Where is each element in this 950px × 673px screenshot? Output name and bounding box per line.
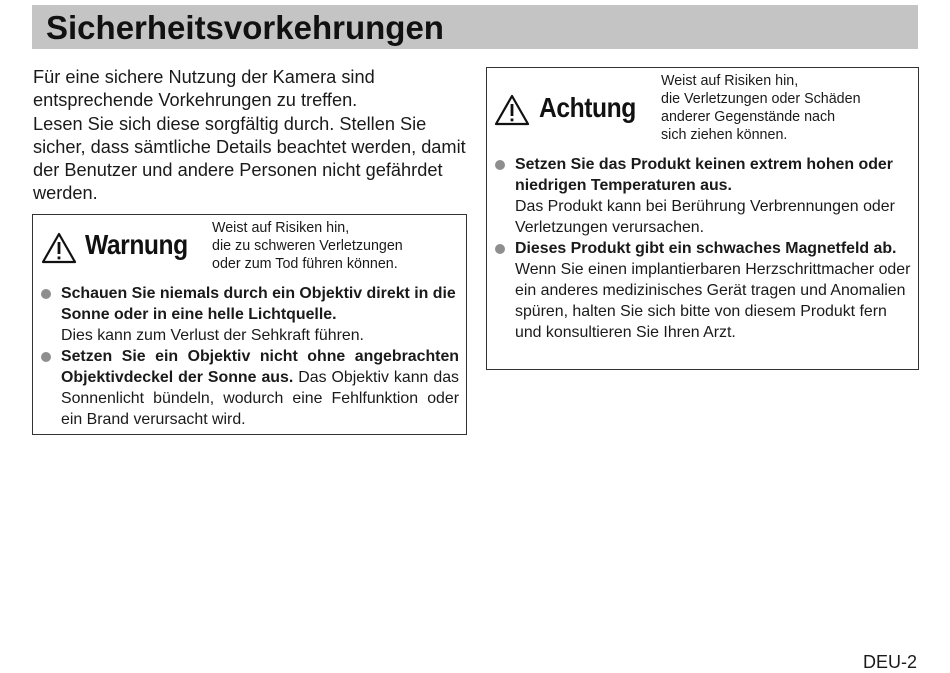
warning-list <box>33 283 459 430</box>
item-bold-text: Setzen Sie das Produkt keinen extrem hohen oder niedrigen Temperaturen aus. <box>515 156 893 194</box>
page-number: DEU-2 <box>862 652 917 672</box>
warning-description <box>212 219 403 273</box>
item-text: Wenn Sie einen implantierbaren Herzschrittmacher oder ein anderes medizinisches Gerät tragen und Anomalien spüren, halten Sie sich bitte von diesem Produkt fern und konsultieren Sie Ihren Arzt. <box>515 261 911 341</box>
list-item <box>487 154 915 238</box>
warning-desc-line: Weist auf Risiken hin, <box>212 220 350 236</box>
page-title: Sicherheitsvorkehrungen <box>46 9 444 46</box>
caution-heading: Achtung <box>539 92 636 123</box>
bullet-icon <box>41 289 51 299</box>
intro-paragraph-1: Für eine sichere Nutzung der Kamera sind entsprechende Vorkehrungen zu treffen. <box>33 67 375 111</box>
item-text: Das Objektiv kann das Sonnenlicht bündeln, wodurch eine Fehlfunktion oder ein Brand verursacht wird. <box>61 369 460 428</box>
list-item <box>33 346 459 430</box>
intro-text <box>33 66 473 206</box>
warning-desc-line: oder zum Tod führen können. <box>212 256 398 272</box>
list-item <box>33 283 459 346</box>
warning-desc-line: die zu schweren Verletzungen <box>212 238 403 254</box>
warning-box <box>32 214 467 435</box>
list-item <box>487 238 915 343</box>
warning-header <box>33 215 466 279</box>
bullet-icon <box>495 160 505 170</box>
item-bold-text: Schauen Sie niemals durch ein Objektiv direkt in die Sonne oder in eine helle Lichtquelle. <box>61 285 456 323</box>
item-bold-text: Setzen Sie ein Objektiv nicht ohne angebrachten Objektivdeckel der Sonne aus. <box>61 348 459 386</box>
item-bold-text: Dieses Produkt gibt ein schwaches Magnetfeld ab. <box>515 240 897 257</box>
caution-description <box>661 72 861 144</box>
item-text: Das Produkt kann bei Berührung Verbrennungen oder Verletzungen verursachen. <box>515 198 895 236</box>
item-text: Dies kann zum Verlust der Sehkraft führen. <box>61 327 364 344</box>
caution-desc-line: die Verletzungen oder Schäden <box>661 91 861 107</box>
caution-desc-line: sich ziehen können. <box>661 127 788 143</box>
caution-header <box>487 68 918 143</box>
title-bar <box>32 5 918 49</box>
caution-list <box>487 154 915 343</box>
caution-box <box>486 67 919 370</box>
bullet-icon <box>41 352 51 362</box>
warning-heading: Warnung <box>85 229 188 260</box>
bullet-icon <box>495 244 505 254</box>
warning-triangle-icon <box>494 94 530 126</box>
intro-paragraph-2: Lesen Sie sich diese sorgfältig durch. Stellen Sie sicher, dass sämtliche Details beachtet werden, damit der Benutzer und andere Personen nicht gefährdet werden. <box>33 113 466 204</box>
caution-desc-line: Weist auf Risiken hin, <box>661 73 799 89</box>
warning-triangle-icon <box>41 232 77 264</box>
caution-desc-line: anderer Gegenstände nach <box>661 109 836 125</box>
